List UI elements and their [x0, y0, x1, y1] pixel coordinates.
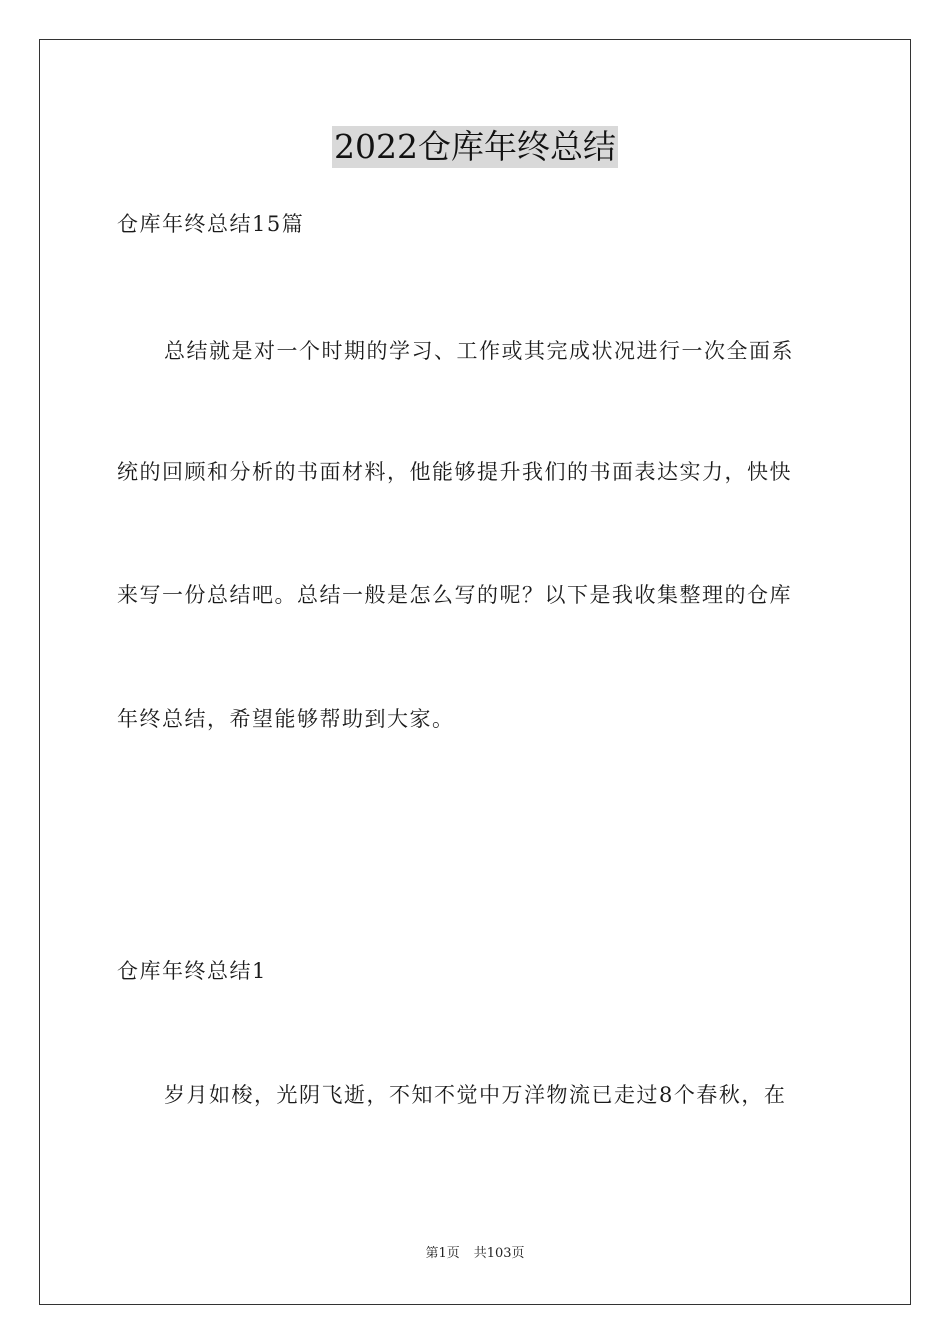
intro-line-3: 来写一份总结吧。总结一般是怎么写的呢？以下是我收集整理的仓库 [117, 583, 792, 607]
section-line-1: 岁月如梭，光阴飞逝，不知不觉中万洋物流已走过8个春秋，在 [164, 1083, 787, 1107]
intro-line-4: 年终总结，希望能够帮助到大家。 [117, 707, 455, 731]
total-pages: 共103页 [473, 1246, 525, 1261]
document-title: 2022仓库年终总结 [334, 127, 616, 166]
page-number: 第1页 [425, 1246, 460, 1261]
document-subtitle: 仓库年终总结15篇 [117, 212, 305, 236]
page-footer [0, 1245, 950, 1263]
intro-line-2: 统的回顾和分析的书面材料，他能够提升我们的书面表达实力，快快 [117, 460, 792, 484]
intro-line-1: 总结就是对一个时期的学习、工作或其完成状况进行一次全面系 [164, 339, 794, 363]
title-container [0, 126, 950, 168]
section-heading: 仓库年终总结1 [117, 959, 267, 983]
